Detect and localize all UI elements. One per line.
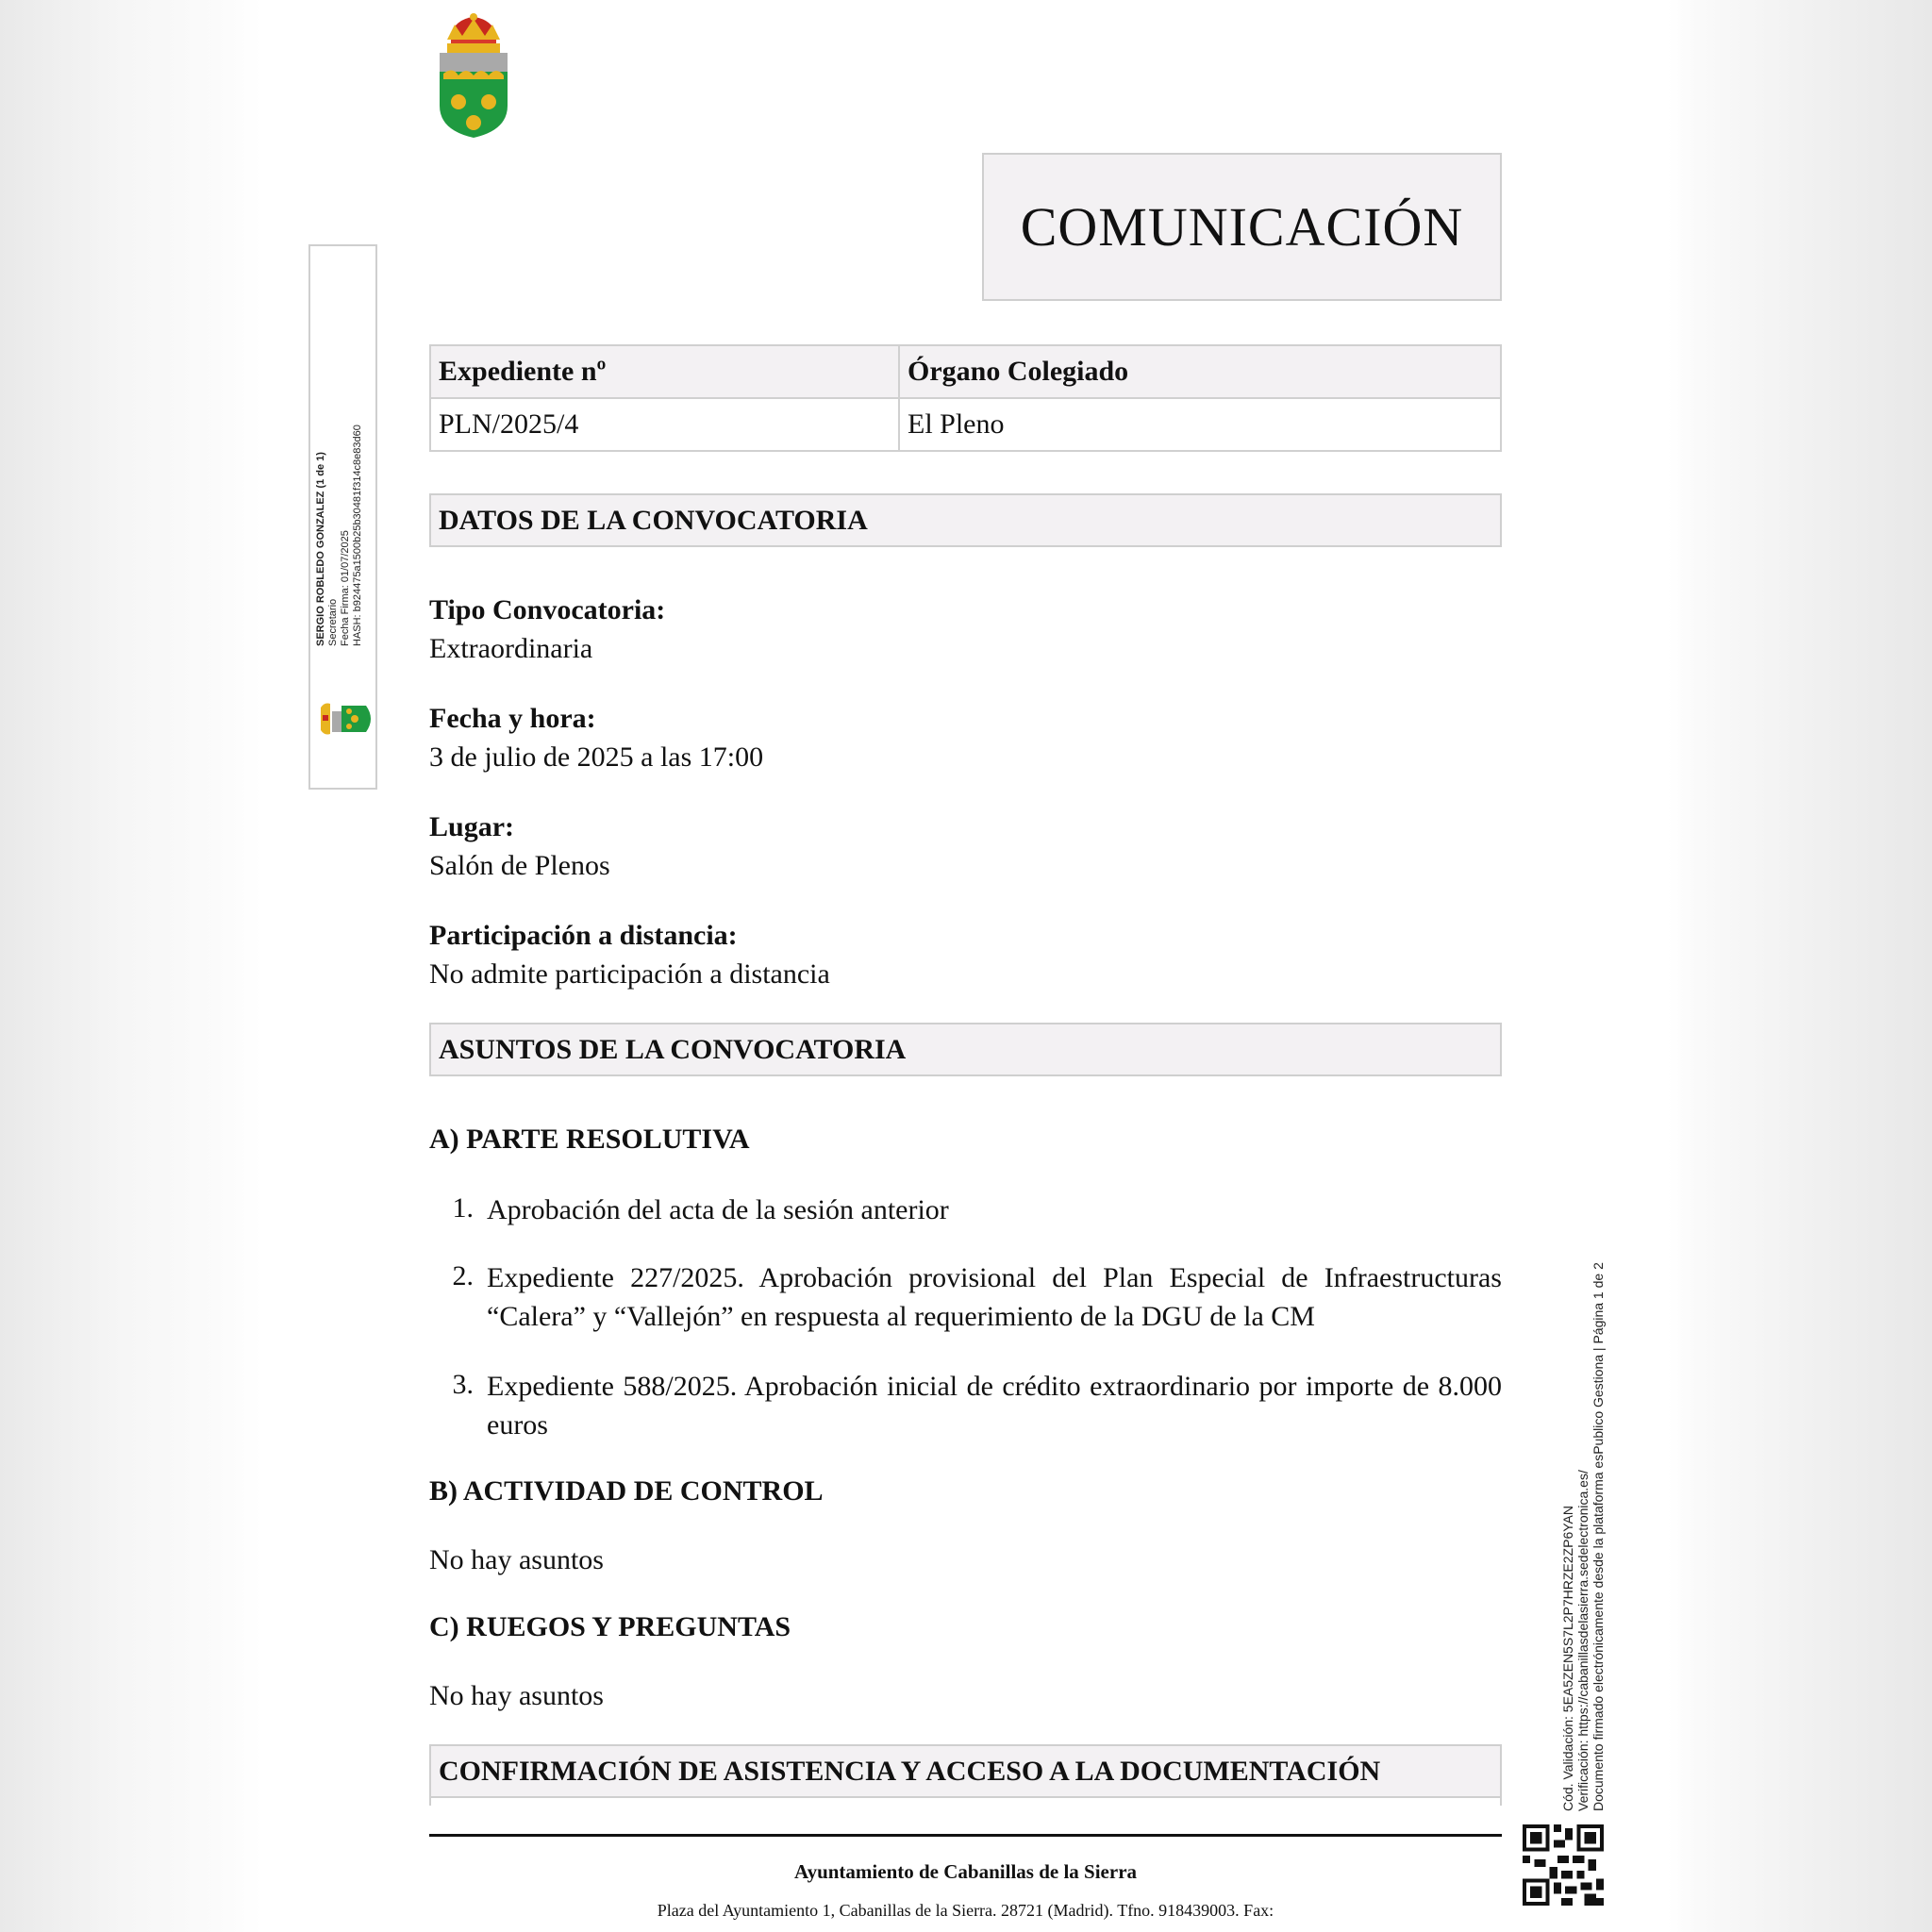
signature-stamp-text: [315, 425, 364, 646]
expediente-header: Expediente nº: [430, 345, 899, 398]
list-item: Expediente 588/2025. Aprobación inicial de crédito extraordinario por importe de 8.000 euros: [487, 1371, 1502, 1441]
validation-code: Cód. Validación: 5EA5ZEN5S7L2P7HRZE2ZP6YAN: [1560, 1506, 1575, 1811]
signature-date: Fecha Firma: 01/07/2025: [340, 530, 351, 646]
signature-hash: HASH: b924475a1500b25b30481f314c8e83d60: [352, 425, 363, 646]
expediente-value: PLN/2025/4: [430, 398, 899, 451]
parte-b-heading: B) ACTIVIDAD DE CONTROL: [429, 1475, 824, 1507]
fecha-value: 3 de julio de 2025 a las 17:00: [429, 741, 764, 773]
tipo-value: Extraordinaria: [429, 633, 593, 664]
list-item: Aprobación del acta de la sesión anterior: [487, 1194, 949, 1225]
validation-url: Verificación: https://cabanillasdelasierra.sedelectronica.es/: [1575, 1470, 1591, 1811]
section-confirmacion: CONFIRMACIÓN DE ASISTENCIA Y ACCESO A LA DOCUMENTACIÓN: [429, 1744, 1502, 1798]
footer-organization: Ayuntamiento de Cabanillas de la Sierra: [793, 1860, 1138, 1883]
section-asuntos-convocatoria: ASUNTOS DE LA CONVOCATORIA: [429, 1023, 1502, 1076]
list-item-number: 1.: [452, 1192, 474, 1224]
signer-name: SERGIO ROBLEDO GONZALEZ (1 de 1): [315, 452, 326, 646]
stamp-crest-icon: [317, 698, 375, 740]
expediente-table: [429, 344, 1502, 452]
validation-text: [1560, 1262, 1606, 1811]
qr-code-icon: [1523, 1824, 1604, 1906]
list-item-number: 2.: [452, 1260, 474, 1291]
organo-header: Órgano Colegiado: [899, 345, 1501, 398]
organo-value: El Pleno: [899, 398, 1501, 451]
section-datos-convocatoria: DATOS DE LA CONVOCATORIA: [429, 493, 1502, 547]
document-title: COMUNICACIÓN: [982, 153, 1502, 301]
parte-c-text: No hay asuntos: [429, 1680, 604, 1711]
validation-note: Documento firmado electrónicamente desde la plataforma esPublico Gestiona | Página 1 de 2: [1591, 1262, 1606, 1811]
list-item: Expediente 227/2025. Aprobación provisional del Plan Especial de Infraestructuras “Calera” y “Vallejón” en respuesta al requerimiento de la DGU de la CM: [487, 1262, 1502, 1332]
coat-of-arms-logo: [434, 11, 513, 140]
list-item-number: 3.: [452, 1369, 474, 1400]
participacion-label: Participación a distancia:: [429, 920, 738, 951]
section-continuation: [429, 1798, 1502, 1806]
footer-address: Plaza del Ayuntamiento 1, Cabanillas de la Sierra. 28721 (Madrid). Tfno. 918439003. Fax:: [657, 1901, 1274, 1920]
tipo-label: Tipo Convocatoria:: [429, 594, 666, 625]
parte-a-heading: A) PARTE RESOLUTIVA: [429, 1124, 750, 1155]
parte-c-heading: C) RUEGOS Y PREGUNTAS: [429, 1611, 791, 1642]
lugar-value: Salón de Plenos: [429, 850, 610, 881]
parte-b-text: No hay asuntos: [429, 1544, 604, 1575]
footer-divider: [429, 1834, 1502, 1837]
participacion-value: No admite participación a distancia: [429, 958, 830, 990]
signer-role: Secretario: [327, 598, 339, 646]
fecha-label: Fecha y hora:: [429, 703, 596, 734]
lugar-label: Lugar:: [429, 811, 514, 842]
